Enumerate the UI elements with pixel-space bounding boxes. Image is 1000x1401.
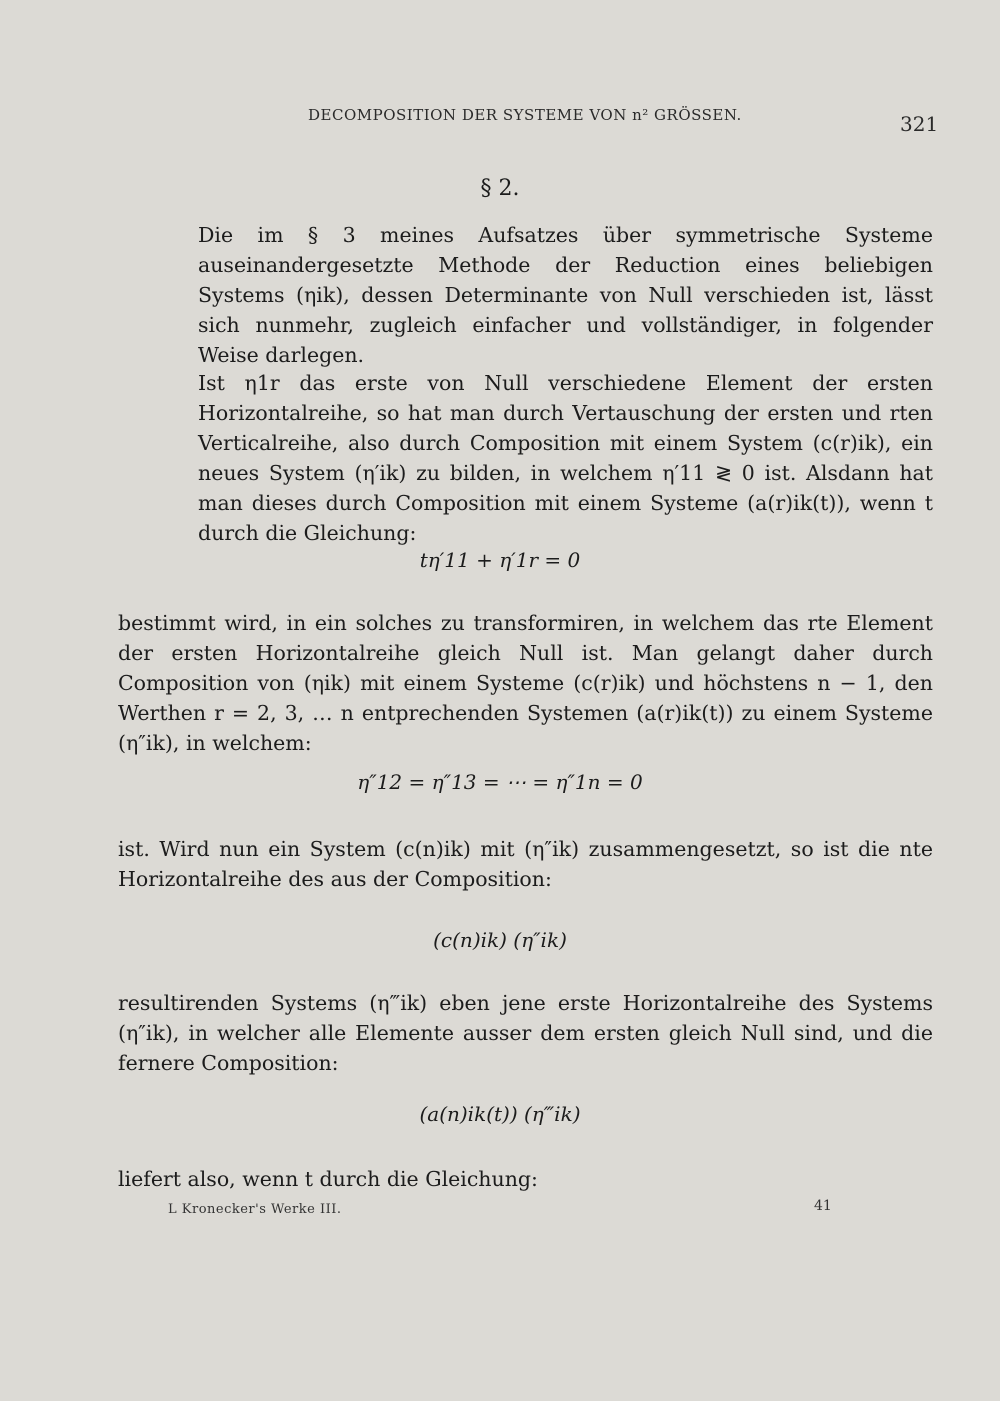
paragraph-6 xyxy=(118,1164,933,1194)
formula-2: η″12 = η″13 = ⋯ = η″1n = 0 xyxy=(357,770,643,794)
page-header xyxy=(0,100,1000,140)
paragraph-3-text: bestimmt wird, in ein solches zu transformiren, in welchem das rte Element der ersten Horizontalreihe gleich Null ist. Man gelangt daher durch Composition von (ηik) mit einem Systeme (c(r)ik) und höchstens n − 1, den Werthen r = 2, 3, … n entprechenden Systemen (a(r)ik(t)) zu einem Systeme (η″ik), in welchem: xyxy=(118,611,933,755)
formula-3: (c(n)ik) (η″ik) xyxy=(433,928,567,952)
running-title: DECOMPOSITION DER SYSTEME VON n² GRÖSSEN. xyxy=(308,106,742,124)
paragraph-3 xyxy=(118,608,933,758)
section-heading: § 2. xyxy=(480,176,520,201)
page-footer xyxy=(0,1198,1000,1228)
paragraph-4 xyxy=(118,834,933,894)
paragraph-5 xyxy=(118,988,933,1078)
formula-4: (a(n)ik(t)) (η‴ik) xyxy=(419,1102,581,1126)
paragraph-1-text: Die im § 3 meines Aufsatzes über symmetrische Systeme auseinandergesetzte Methode der Reduction eines beliebigen Systems (ηik), dessen Determinante von Null verschieden ist, lässt sich nunmehr, zugleich einfacher und vollständiger, in folgender Weise darlegen. xyxy=(198,223,933,367)
paragraph-4-text: ist. Wird nun ein System (c(n)ik) mit (η″ik) zusammengesetzt, so ist die nte Horizontalreihe des aus der Composition: xyxy=(118,837,933,891)
paragraph-2-text: Ist η1r das erste von Null verschiedene Element der ersten Horizontalreihe, so hat man durch Vertauschung der ersten und rten Verticalreihe, also durch Composition mit einem System (c(r)ik), ein neues System (η′ik) zu bilden, in welchem η′11 ≷ 0 ist. Alsdann hat man dieses durch Composition mit einem Systeme (a(r)ik(t)), wenn t durch die Gleichung: xyxy=(198,371,933,545)
footer-left: L Kronecker's Werke III. xyxy=(168,1202,342,1217)
paragraph-6-text: liefert also, wenn t durch die Gleichung: xyxy=(118,1167,538,1191)
paragraph-5-text: resultirenden Systems (η‴ik) eben jene erste Horizontalreihe des Systems (η″ik), in welcher alle Elemente ausser dem ersten gleich Null sind, und die fernere Composition: xyxy=(118,991,933,1075)
footer-right: 41 xyxy=(814,1198,832,1214)
paragraph-2 xyxy=(118,368,933,548)
page-number: 321 xyxy=(900,112,939,136)
paragraph-1 xyxy=(118,220,933,370)
formula-1: tη′11 + η′1r = 0 xyxy=(419,548,581,572)
